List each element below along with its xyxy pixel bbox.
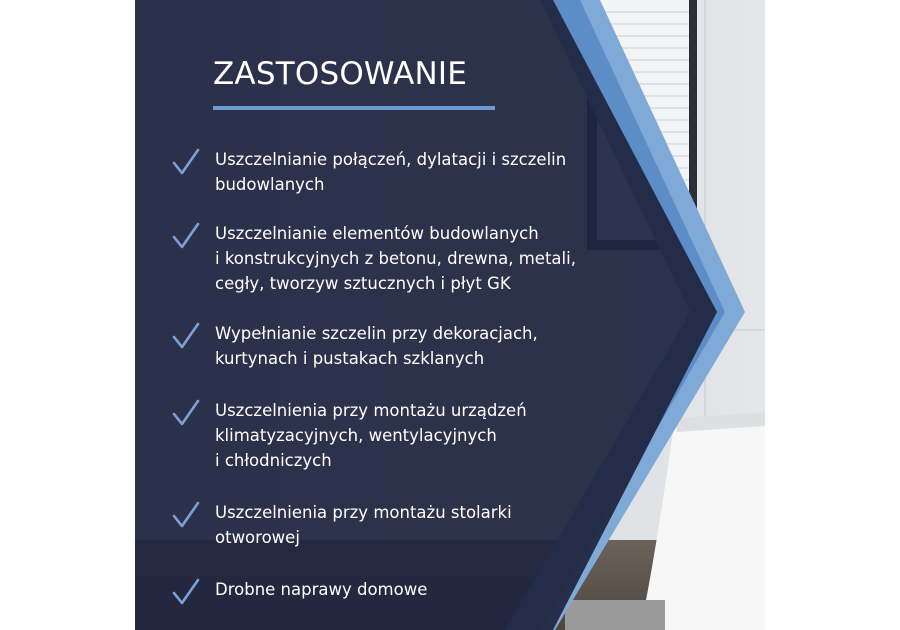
checkmark-icon	[171, 321, 201, 351]
section-title: ZASTOSOWANIE	[213, 56, 468, 92]
checkmark-icon	[171, 147, 201, 177]
title-underline	[213, 106, 495, 110]
checkmark-icon	[171, 500, 201, 530]
feature-text: Drobne naprawy domowe	[215, 580, 428, 599]
feature-text: Uszczelnienia przy montażu stolarki otworowej	[215, 503, 512, 547]
checkmark-icon	[171, 221, 201, 251]
checkmark-icon	[171, 577, 201, 607]
feature-text: Wypełnianie szczelin przy dekoracjach, kurtynach i pustakach szklanych	[215, 324, 538, 368]
feature-text: Uszczelnianie elementów budowlanych i konstrukcyjnych z betonu, drewna, metali, cegły, tworzyw sztucznych i płyt GK	[215, 224, 576, 293]
feature-text: Uszczelnienia przy montażu urządzeń klimatyzacyjnych, wentylacyjnych i chłodniczych	[215, 401, 527, 470]
checkmark-icon	[171, 398, 201, 428]
promo-graphic	[135, 0, 765, 630]
feature-text: Uszczelnianie połączeń, dylatacji i szczelin budowlanych	[215, 150, 567, 194]
